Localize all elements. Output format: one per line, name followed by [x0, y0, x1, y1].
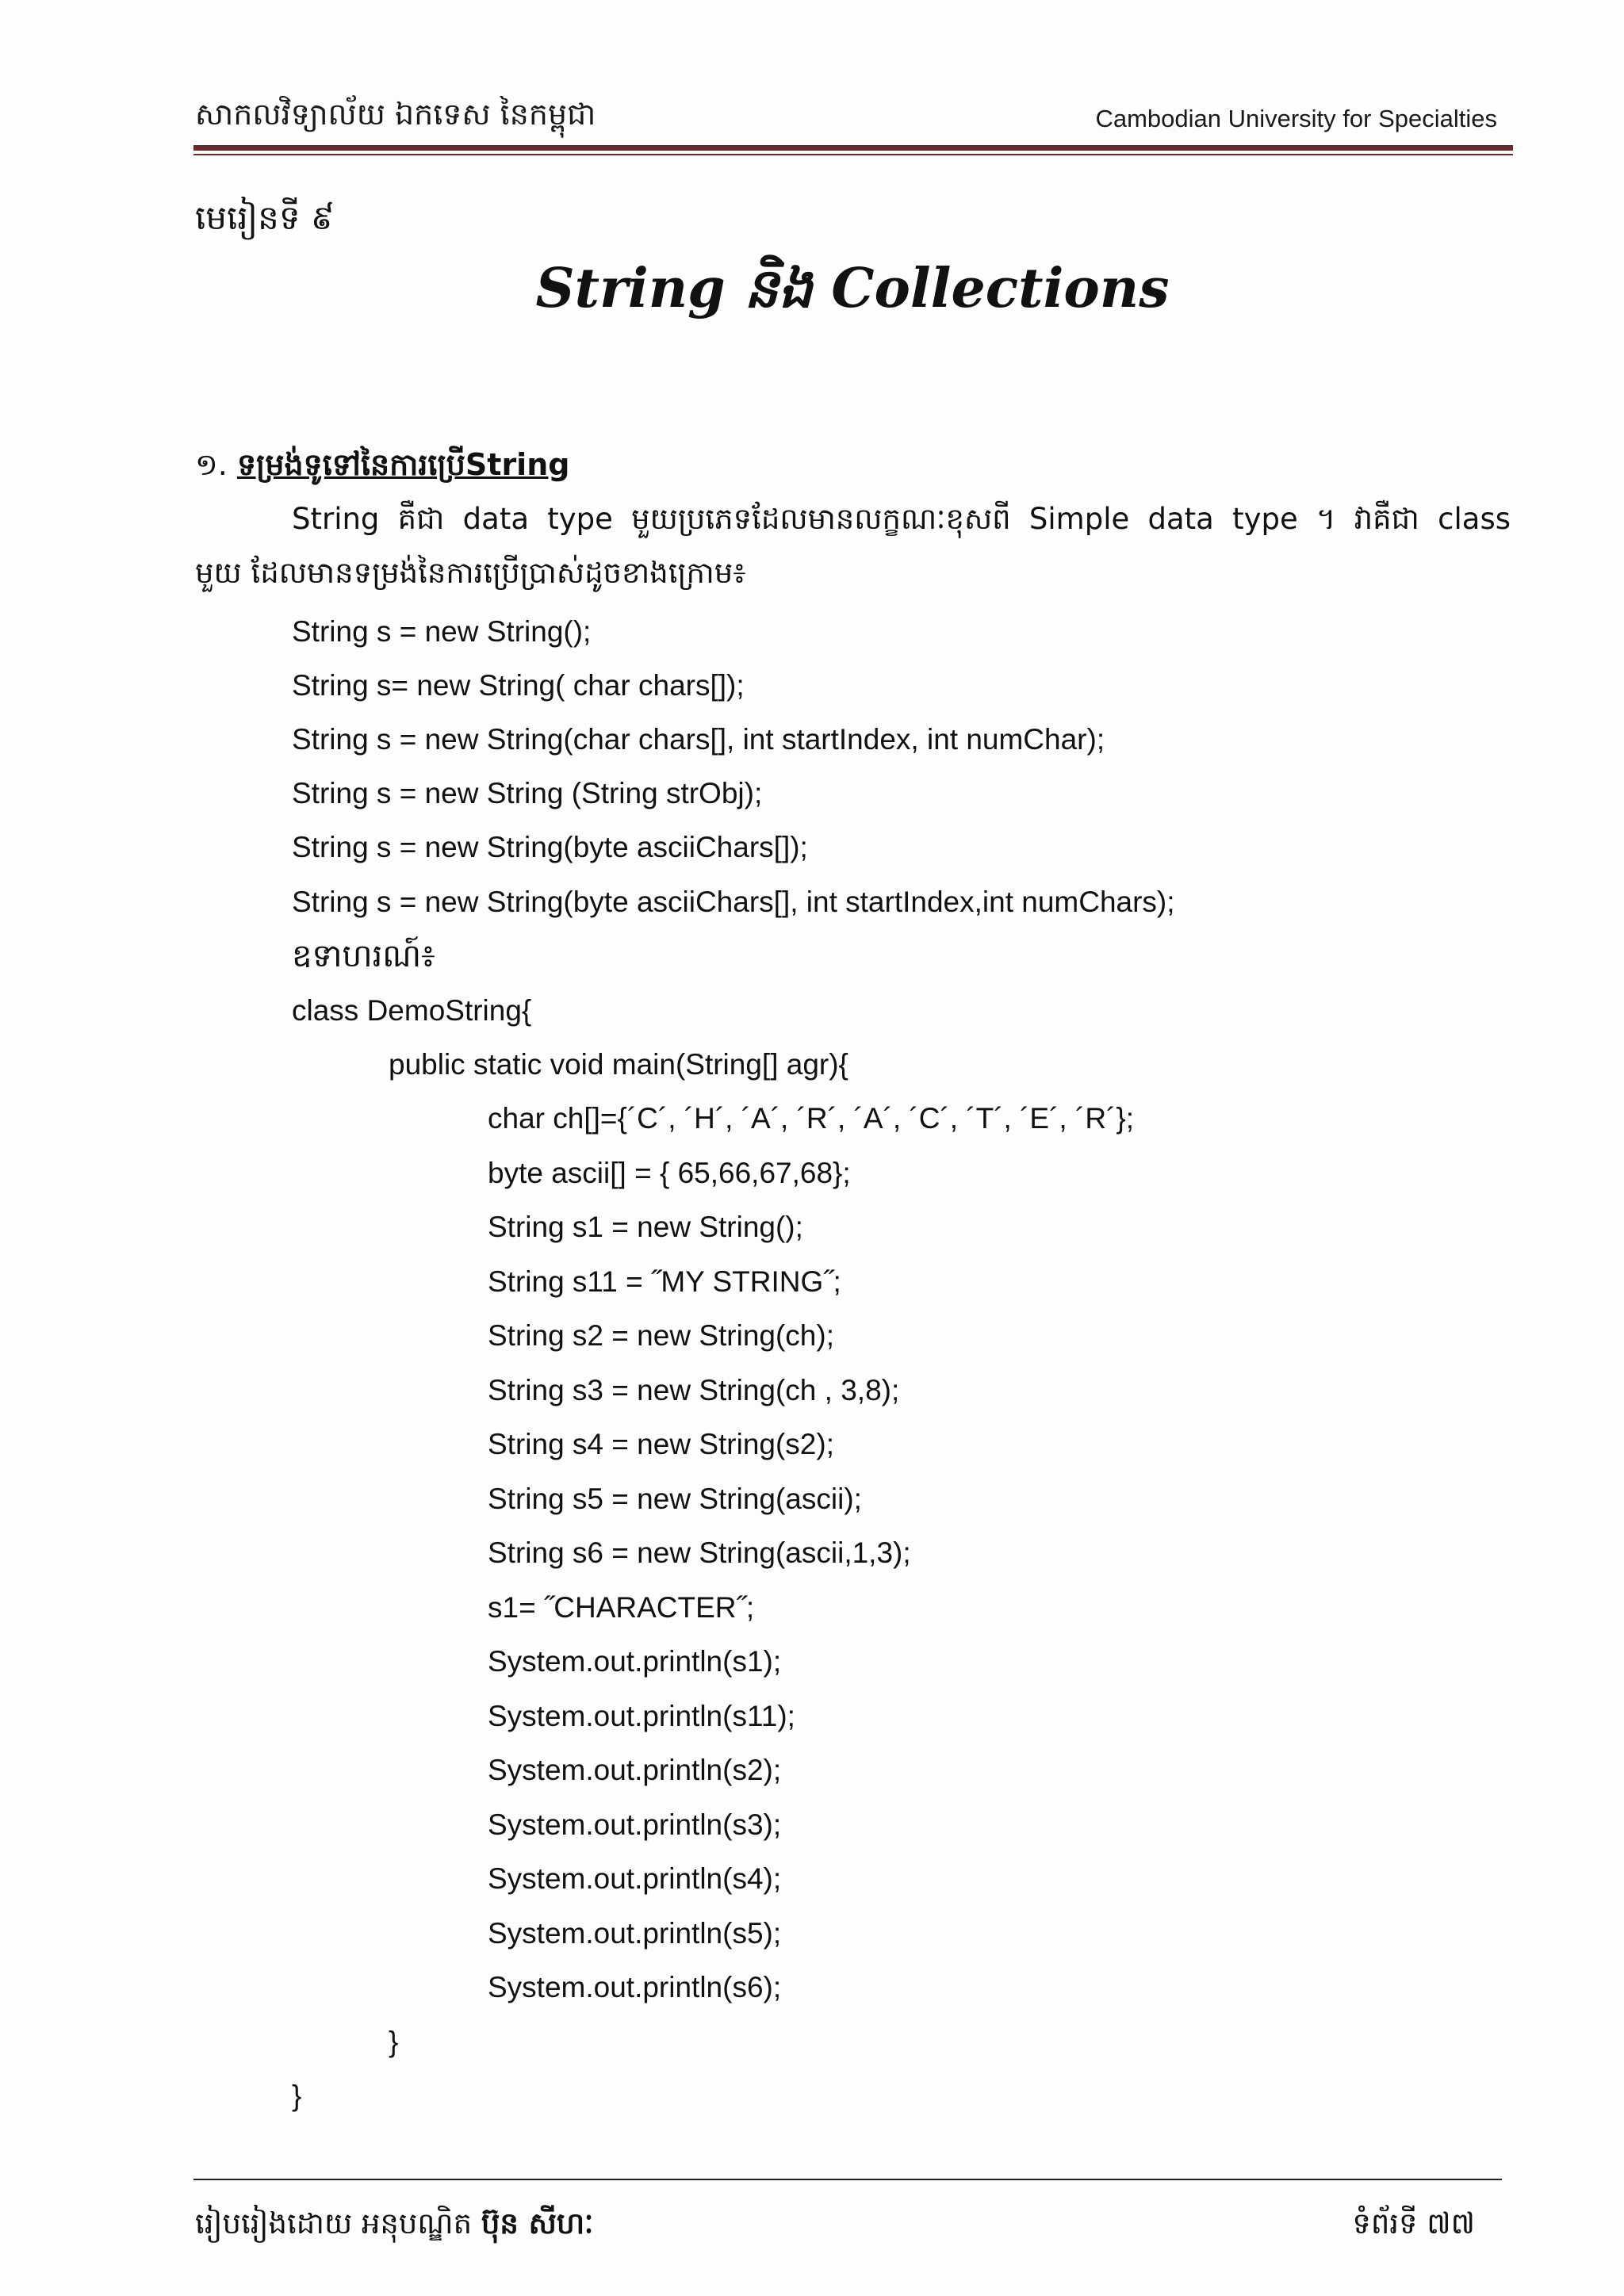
code-line: String s5 = new String(ascii); — [488, 1483, 862, 1515]
header-rule — [193, 145, 1513, 151]
code-main-close: } — [389, 2026, 399, 2058]
code-class-open: class DemoString{ — [292, 994, 532, 1027]
code-line: String s3 = new String(ch , 3,8); — [488, 1374, 900, 1406]
page-number: ទំព័រទី ៧៧ — [1352, 2206, 1475, 2241]
constructor-line: String s = new String(char chars[], int startIndex, int numChar); — [292, 723, 1105, 756]
code-line: System.out.println(s2); — [488, 1754, 782, 1786]
code-main-open: public static void main(String[] agr){ — [389, 1048, 848, 1081]
footer-rule — [193, 2179, 1502, 2180]
code-line: System.out.println(s5); — [488, 1917, 782, 1950]
code-class-close: } — [292, 2080, 302, 2112]
code-line: System.out.println(s4); — [488, 1862, 782, 1895]
code-line: System.out.println(s1); — [488, 1645, 782, 1678]
constructor-line: String s = new String(); — [292, 615, 592, 648]
code-line: System.out.println(s3); — [488, 1808, 782, 1841]
code-line: System.out.println(s6); — [488, 1971, 782, 2003]
header-university-english: Cambodian University for Specialties — [1095, 105, 1497, 132]
code-line: byte ascii[] = { 65,66,67,68}; — [488, 1157, 851, 1189]
footer-author — [195, 2206, 593, 2248]
code-line: String s11 = ˝MY STRING˝; — [488, 1265, 841, 1298]
code-line: String s6 = new String(ascii,1,3); — [488, 1536, 911, 1569]
code-line: String s4 = new String(s2); — [488, 1428, 834, 1460]
footer-author-prefix: រៀបរៀងដោយ អនុបណ្ឌិត — [195, 2206, 473, 2241]
code-line: s1= ˝CHARACTER˝; — [488, 1591, 755, 1624]
constructor-line: String s = new String(byte asciiChars[]); — [292, 831, 808, 863]
intro-line-1: String គឺជា data type មួយប្រភេទដែលមានលក្ខណៈខុសពី Simple data type ។ វាគឺជា class — [292, 502, 1511, 536]
page-title: String និង Collections — [535, 257, 1170, 320]
header-university-khmer: សាកលវិទ្យាល័យ ឯកទេស នៃកម្ពុជា — [195, 97, 596, 132]
header-rule-thin — [193, 154, 1513, 155]
section-heading — [195, 446, 569, 490]
constructor-line: String s = new String(byte asciiChars[], int startIndex,int numChars); — [292, 886, 1175, 918]
example-label: ឧទាហរណ៍៖ — [292, 938, 435, 974]
constructor-line: String s= new String( char chars[]); — [292, 669, 745, 702]
code-line: String s2 = new String(ch); — [488, 1319, 834, 1352]
code-line: String s1 = new String(); — [488, 1211, 803, 1243]
code-line: char ch[]={´C´, ´H´, ´A´, ´R´, ´A´, ´C´, ´T´, ´E´, ´R´}; — [488, 1102, 1134, 1135]
lesson-label: មេរៀនទី ៩ — [195, 198, 335, 237]
section-number: ១. — [195, 447, 228, 482]
section-title: ទម្រង់ទូទៅនៃការប្រើString — [236, 447, 570, 482]
code-line: System.out.println(s11); — [488, 1700, 795, 1732]
footer-author-name: ប៊ុន សីហៈ — [481, 2206, 594, 2241]
intro-line-2: មួយ ដែលមានទម្រង់នៃការប្រើប្រាស់ដូចខាងក្រោម៖ — [195, 556, 746, 590]
constructor-line: String s = new String (String strObj); — [292, 777, 763, 809]
